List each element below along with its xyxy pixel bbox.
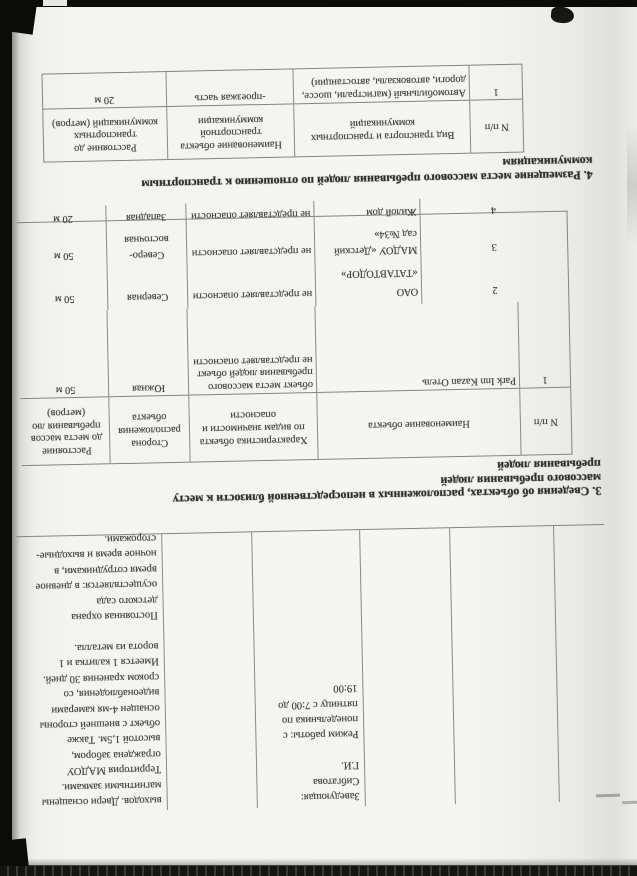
scan-dash-artifact: [622, 801, 637, 805]
table-row: [18, 300, 570, 397]
object-side: Северо-восточная: [107, 228, 188, 267]
object-side: Южная: [107, 308, 189, 396]
header-cell-distance: Расстояние до места массов пребывания лю (метров): [23, 397, 110, 465]
object-distance: 50 м: [22, 267, 109, 312]
document-page: [12, 5, 637, 865]
section4-heading: 4. Размещение места массового пребывания людей по отношению к транспортным коммуникациям: [141, 154, 593, 192]
header-cell-distance: Расстояние до транспортных коммуникаций (метров): [43, 107, 168, 162]
header-cell-object-name: Наименование объекта транспортной коммуникации: [167, 104, 296, 159]
continuation-table: [16, 524, 610, 813]
object-characteristic: объект места массового пребывания людей объект не представляет опасности: [187, 306, 317, 395]
section4-table: [41, 64, 524, 163]
scan-smudge-artifact: [627, 125, 637, 245]
object-characteristic: не представляет опасности: [188, 263, 317, 309]
row-number: 4: [490, 203, 497, 215]
section4-header-row: [43, 99, 523, 162]
cont-col-empty-2: [360, 528, 456, 806]
section3-header-row: [20, 386, 571, 465]
cont-col-security: выходов. Двери оснащены магнитными замками. Территория МАДОУ ограждена забором, высотой 1,5м. Также объект с внешней стороны оснащен 4-мя камерами видеонаблюдения, со сроком хранения 30 дней. Имеется 1 калитка и 1 ворота из металла. Постоянная охрана детского сада осуществляется: в дневное время сотрудниками, в ночное время и выходные- сторожами.: [16, 534, 168, 813]
transport-object: -проезжая часть: [166, 69, 294, 106]
object-distance: 50 м: [21, 230, 108, 269]
section3-table: [17, 203, 573, 465]
header-cell-num: N п/п: [484, 121, 509, 133]
object-side: Северная: [108, 265, 189, 310]
scanner-edge-bottom: [0, 866, 637, 876]
transport-distance: 20 м: [43, 72, 167, 109]
object-distance: 50 м: [21, 310, 109, 398]
object-name: МАДОУ «Детский сад №34»: [315, 223, 422, 262]
row-number: 2: [492, 283, 498, 296]
header-cell-num: N п/п: [533, 415, 559, 428]
object-name: Park Inn Kazan Отель: [315, 301, 520, 391]
object-characteristic: не представляет опасности: [186, 201, 314, 228]
row-number: 3: [491, 240, 497, 252]
row-number: 1: [542, 373, 548, 386]
scanner-edge-notch: [43, 0, 67, 6]
object-name: Жилой дом: [314, 199, 420, 226]
object-distance: 20 м: [20, 205, 106, 231]
object-side: Западная: [106, 204, 186, 230]
scanner-edge-top: [0, 0, 637, 7]
row-number: 1: [493, 86, 499, 98]
header-cell-name: Наименование объекта: [317, 388, 521, 458]
header-cell-transport-kind: Вид транспорта и транспортных коммуникаций: [295, 101, 472, 157]
scanner-edge-left: [0, 0, 12, 876]
header-cell-side: Сторона расположения объекта: [109, 395, 190, 463]
object-name: ОАО «ТАТАВТОДОР»: [316, 260, 423, 305]
cont-col-number: [554, 525, 610, 802]
header-cell-characteristic: Характеристика объекта по видам значимости и опасности: [189, 393, 318, 462]
section3-heading: 3. Сведения об объектах, расположенных в непосредственной близости к месту массового пребывания людей пребывания людей: [172, 457, 602, 507]
cont-col-management: Заведующая: Сибгатова Г.И. Режим работы: с понедельника по пятницу с 7:00 до 19:00: [252, 530, 366, 808]
upside-down-content: [12, 5, 619, 858]
cont-col-empty-3: [162, 532, 258, 810]
rows-2-4-block: [17, 203, 569, 311]
page-edge-shadow: [12, 858, 637, 866]
transport-kind: Автомобильный (магистрали, шоссе, дороги, автовокзалы, автостанции): [294, 66, 470, 104]
cont-col-empty-1: [450, 526, 560, 804]
object-characteristic: не представляет опасности: [187, 226, 316, 266]
